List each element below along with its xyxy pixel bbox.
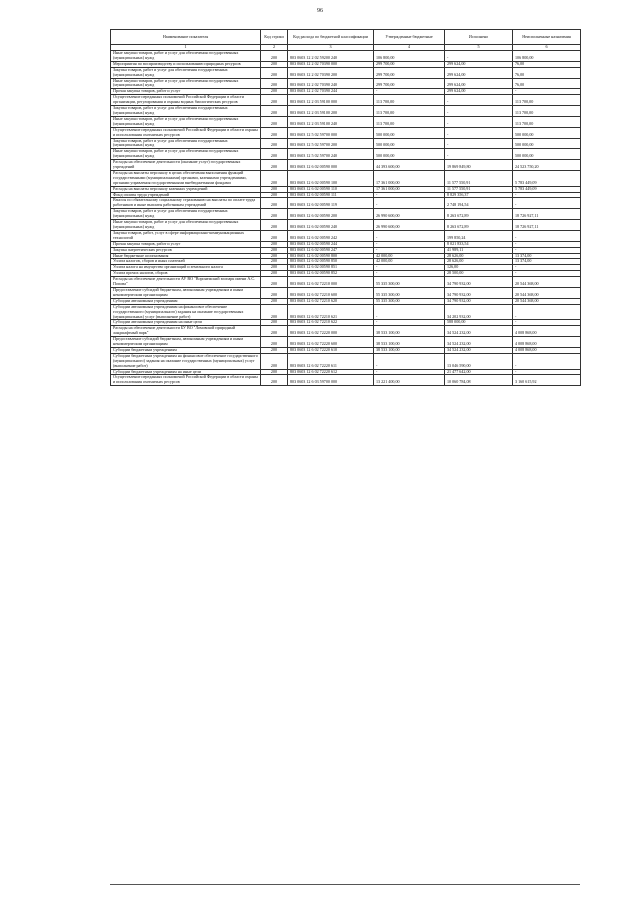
row-budget-code: 803 0603 12 6 02 00590 111 — [288, 192, 374, 198]
row-approved: 44 393 600,00 — [374, 160, 445, 171]
row-name: Расходы на обеспечение деятельности БУ ВО "Ломовской природный ландшафтный парк" — [111, 326, 261, 337]
row-budget-code: 803 0603 12 6 02 00590 800 — [288, 253, 374, 259]
header-executed: Исполнено — [445, 30, 513, 45]
row-remaining: 113 700,00 — [513, 106, 581, 117]
row-budget-code: 803 0603 12 6 03 59700 000 — [288, 375, 374, 386]
row-executed: 28 500,00 — [445, 271, 513, 277]
table-row — [111, 170, 581, 186]
row-name: Расходы на выплаты персоналу казенных учреждений — [111, 186, 261, 192]
column-number: 3 — [288, 45, 374, 51]
row-name: Иные закупки товаров, работ и услуг для обеспечения государственных (муниципальных) нужд — [111, 149, 261, 160]
row-budget-code: 803 0603 12 6 02 72220 611 — [288, 353, 374, 369]
row-line-code: 200 — [261, 170, 288, 186]
row-line-code: 200 — [261, 95, 288, 106]
header-line-code: Код строки — [261, 30, 288, 45]
row-name: Закупка товаров, работ и услуг для обеспечения государственных (муниципальных) нужд — [111, 67, 261, 78]
row-name: Расходы на обеспечение деятельности (оказание услуг) государственных учреждений — [111, 160, 261, 171]
row-remaining: - — [513, 353, 581, 369]
header-name: Наименование показателя — [111, 30, 261, 45]
row-name: Уплата налога на имущество организаций и земельного налога — [111, 265, 261, 271]
row-approved: 55 335 300,00 — [374, 298, 445, 304]
row-approved: - — [374, 271, 445, 277]
row-budget-code: 803 0603 12 6 02 00590 119 — [288, 198, 374, 209]
row-remaining: - — [513, 304, 581, 320]
row-remaining: 4 008 868,00 — [513, 347, 581, 353]
row-line-code: 200 — [261, 209, 288, 220]
row-remaining: - — [513, 265, 581, 271]
row-line-code: 200 — [261, 106, 288, 117]
row-approved: 299 700,00 — [374, 78, 445, 89]
row-remaining: 24 523 750,20 — [513, 160, 581, 171]
row-executed: 13 046 590,00 — [445, 353, 513, 369]
budget-execution-table — [110, 29, 581, 386]
row-executed: 299 624,00 — [445, 78, 513, 89]
row-executed: 8 021 833,54 — [445, 241, 513, 247]
row-name: Расходы на выплаты персоналу в целях обеспечения выполнения функций государственными (муниципальными) органами, казенными учреждениями, органами управления государственными внебюджетными фондами — [111, 170, 261, 186]
row-executed: - — [445, 106, 513, 117]
table-header-row — [111, 30, 581, 45]
row-line-code: 200 — [261, 347, 288, 353]
row-budget-code: 803 0603 12 6 02 00590 852 — [288, 271, 374, 277]
row-budget-code: 803 0603 12 6 02 00590 850 — [288, 259, 374, 265]
row-approved: 17 361 000,00 — [374, 186, 445, 192]
row-executed: 126,00 — [445, 265, 513, 271]
row-executed: - — [445, 149, 513, 160]
row-remaining: 500 000,00 — [513, 127, 581, 138]
row-name: Мероприятия по воспроизводству и использованию природных ресурсов — [111, 61, 261, 67]
row-approved: 500 000,00 — [374, 149, 445, 160]
row-approved: 55 335 300,00 — [374, 277, 445, 288]
row-executed: - — [445, 116, 513, 127]
row-line-code: 200 — [261, 78, 288, 89]
row-executed: 299 624,00 — [445, 89, 513, 95]
row-approved: 42 000,00 — [374, 253, 445, 259]
row-approved: 13 221 400,00 — [374, 375, 445, 386]
row-executed: 41 989,11 — [445, 247, 513, 253]
row-line-code: 200 — [261, 127, 288, 138]
table-row — [111, 220, 581, 231]
row-line-code: 200 — [261, 287, 288, 298]
row-name: Субсидии бюджетным учреждениям на финансовое обеспечение государственного (муниципального) задания на оказание государственных (муниципальных) услуг (выполнение работ) — [111, 353, 261, 369]
row-budget-code: 803 0603 12 6 02 00590 100 — [288, 170, 374, 186]
row-line-code: 200 — [261, 353, 288, 369]
row-remaining: 76,00 — [513, 67, 581, 78]
header-approved: Утвержденные бюджетные — [374, 30, 445, 45]
row-executed: 299 624,00 — [445, 61, 513, 67]
row-executed: 8 829 356,37 — [445, 192, 513, 198]
row-remaining: 20 544 368,00 — [513, 287, 581, 298]
table-row — [111, 116, 581, 127]
row-remaining: 4 008 868,00 — [513, 337, 581, 348]
table-row — [111, 287, 581, 298]
table-row — [111, 138, 581, 149]
header-not-executed: Неисполненные назначения — [513, 30, 581, 45]
page-bottom-rule — [110, 884, 580, 885]
row-remaining: 500 000,00 — [513, 138, 581, 149]
table-row — [111, 326, 581, 337]
row-remaining: - — [513, 241, 581, 247]
row-name: Субсидии автономным учреждениям на финансовое обеспечение государственного (муниципального) задания на оказание государственных (муниципальных) услуг (выполнение работ) — [111, 304, 261, 320]
row-name: Субсидии автономным учреждениям — [111, 298, 261, 304]
row-remaining: - — [513, 271, 581, 277]
row-executed: 199 850,24 — [445, 230, 513, 241]
row-approved: - — [374, 192, 445, 198]
row-line-code: 200 — [261, 277, 288, 288]
row-executed: 28 626,00 — [445, 259, 513, 265]
row-line-code: 200 — [261, 138, 288, 149]
row-budget-code: 803 0603 12 6 02 00590 110 — [288, 186, 374, 192]
row-executed: 11 577 550,91 — [445, 170, 513, 186]
row-name: Уплата прочих налогов, сборов — [111, 271, 261, 277]
row-line-code: 200 — [261, 253, 288, 259]
row-name: Уплата налогов, сборов и иных платежей — [111, 259, 261, 265]
row-line-code: 200 — [261, 326, 288, 337]
row-executed: - — [445, 127, 513, 138]
row-name: Закупка товаров, работ и услуг для обеспечения государственных (муниципальных) нужд — [111, 138, 261, 149]
row-line-code: 200 — [261, 51, 288, 62]
row-name: Предоставление субсидий бюджетным, автономным учреждениям и иным некоммерческим организациям — [111, 287, 261, 298]
row-budget-code: 803 0603 12 2 02 70390 000 — [288, 61, 374, 67]
row-name: Прочая закупка товаров, работ и услуг — [111, 241, 261, 247]
row-remaining: 76,00 — [513, 61, 581, 67]
row-name: Субсидии бюджетным учреждениям на иные цели — [111, 369, 261, 375]
row-remaining: 4 008 868,00 — [513, 326, 581, 337]
row-name: Расходы на обеспечение деятельности АУ ВО "Воронежский зоопарк имени А.С. Попова" — [111, 277, 261, 288]
row-budget-code: 803 0603 12 5 02 59700 000 — [288, 127, 374, 138]
row-line-code: 200 — [261, 192, 288, 198]
row-approved: 113 700,00 — [374, 106, 445, 117]
row-remaining: - — [513, 369, 581, 375]
table-row — [111, 51, 581, 62]
table-row — [111, 149, 581, 160]
row-executed: 28 626,00 — [445, 253, 513, 259]
row-budget-code: 803 0603 12 2 03 59100 200 — [288, 106, 374, 117]
row-name: Осуществление переданных полномочий Российской Федерации в области охраны и использования охотничьих ресурсов — [111, 127, 261, 138]
row-budget-code: 803 0603 12 6 02 72210 000 — [288, 277, 374, 288]
row-approved: - — [374, 198, 445, 209]
row-name: Субсидии автономным учреждениям на иные цели — [111, 320, 261, 326]
column-number: 2 — [261, 45, 288, 51]
row-remaining: 113 700,00 — [513, 95, 581, 106]
row-executed: 34 790 932,00 — [445, 298, 513, 304]
row-budget-code: 803 0603 12 6 02 72220 600 — [288, 337, 374, 348]
row-line-code: 200 — [261, 116, 288, 127]
row-budget-code: 803 0603 12 2 02 70390 244 — [288, 89, 374, 95]
row-budget-code: 803 0603 12 6 02 00590 000 — [288, 160, 374, 171]
row-budget-code: 803 0603 12 6 02 00590 851 — [288, 265, 374, 271]
row-line-code: 200 — [261, 375, 288, 386]
row-budget-code: 803 0603 12 6 02 72220 612 — [288, 369, 374, 375]
row-approved: 106 800,00 — [374, 51, 445, 62]
table-row — [111, 67, 581, 78]
row-executed: - — [445, 95, 513, 106]
row-approved: 38 533 100,00 — [374, 326, 445, 337]
row-approved: - — [374, 89, 445, 95]
page-number: 96 — [317, 8, 323, 14]
row-budget-code: 803 0603 12 2 03 59100 000 — [288, 95, 374, 106]
row-executed: 299 624,00 — [445, 67, 513, 78]
row-executed: 2 748 194,54 — [445, 198, 513, 209]
row-line-code: 200 — [261, 241, 288, 247]
table-row — [111, 160, 581, 171]
row-line-code: 200 — [261, 369, 288, 375]
row-approved: 299 700,00 — [374, 67, 445, 78]
column-number: 4 — [374, 45, 445, 51]
row-budget-code: 803 0603 12 6 02 00590 240 — [288, 220, 374, 231]
row-approved: 38 533 100,00 — [374, 347, 445, 353]
row-line-code: 200 — [261, 198, 288, 209]
row-remaining: 18 726 927,11 — [513, 209, 581, 220]
row-approved: - — [374, 265, 445, 271]
row-remaining: 13 374,00 — [513, 259, 581, 265]
row-line-code: 200 — [261, 265, 288, 271]
row-remaining: 20 544 368,00 — [513, 277, 581, 288]
row-executed: 8 263 672,89 — [445, 220, 513, 231]
row-name: Иные закупки товаров, работ и услуг для обеспечения государственных (муниципальных) нужд — [111, 78, 261, 89]
row-executed: 34 524 232,00 — [445, 326, 513, 337]
row-remaining: 500 000,00 — [513, 149, 581, 160]
row-executed: 34 524 232,00 — [445, 337, 513, 348]
row-line-code: 200 — [261, 320, 288, 326]
row-budget-code: 803 0603 12 6 02 72220 610 — [288, 347, 374, 353]
table-row — [111, 353, 581, 369]
table-row — [111, 337, 581, 348]
row-executed: 34 202 932,00 — [445, 304, 513, 320]
row-approved: - — [374, 320, 445, 326]
row-approved: 26 990 600,00 — [374, 220, 445, 231]
row-budget-code: 803 0603 12 6 02 72210 600 — [288, 287, 374, 298]
row-remaining: 13 374,00 — [513, 253, 581, 259]
row-remaining: - — [513, 230, 581, 241]
row-approved: 299 700,00 — [374, 61, 445, 67]
row-approved: - — [374, 241, 445, 247]
row-line-code: 200 — [261, 259, 288, 265]
row-budget-code: 803 0603 12 2 02 70390 200 — [288, 67, 374, 78]
row-budget-code: 803 0603 12 2 03 59100 240 — [288, 116, 374, 127]
row-line-code: 200 — [261, 186, 288, 192]
row-budget-code: 803 0603 12 2 02 70390 240 — [288, 78, 374, 89]
row-line-code: 200 — [261, 230, 288, 241]
row-approved: 113 700,00 — [374, 116, 445, 127]
row-name: Иные закупки товаров, работ и услуг для обеспечения государственных (муниципальных) нужд — [111, 220, 261, 231]
row-budget-code: 803 0603 12 6 02 72210 621 — [288, 304, 374, 320]
row-approved: 26 990 600,00 — [374, 209, 445, 220]
row-executed: 21 477 642,00 — [445, 369, 513, 375]
row-approved: 17 361 000,00 — [374, 170, 445, 186]
row-executed: 11 577 550,91 — [445, 186, 513, 192]
row-name: Иные закупки товаров, работ и услуг для обеспечения государственных (муниципальных) нужд — [111, 116, 261, 127]
row-name: Фонд оплаты труда учреждений — [111, 192, 261, 198]
table-body — [111, 51, 581, 386]
row-executed: 588 000,00 — [445, 320, 513, 326]
row-remaining: - — [513, 247, 581, 253]
row-budget-code: 803 0603 12 6 02 00590 247 — [288, 247, 374, 253]
table-row — [111, 95, 581, 106]
table-row — [111, 304, 581, 320]
row-approved: 55 335 300,00 — [374, 287, 445, 298]
row-line-code: 200 — [261, 271, 288, 277]
row-line-code: 200 — [261, 160, 288, 171]
row-executed: 19 869 849,80 — [445, 160, 513, 171]
table-row — [111, 106, 581, 117]
row-approved: 113 700,00 — [374, 95, 445, 106]
row-executed: 34 790 932,00 — [445, 287, 513, 298]
row-remaining: 106 800,00 — [513, 51, 581, 62]
row-name: Иные закупки товаров, работ и услуг для обеспечения государственных (муниципальных) нужд — [111, 51, 261, 62]
table-row — [111, 198, 581, 209]
row-budget-code: 803 0603 12 2 02 59200 240 — [288, 51, 374, 62]
row-executed: - — [445, 51, 513, 62]
row-remaining: 18 726 927,11 — [513, 220, 581, 231]
row-budget-code: 803 0603 12 6 02 72210 622 — [288, 320, 374, 326]
row-remaining: - — [513, 89, 581, 95]
row-executed: - — [445, 138, 513, 149]
row-approved: - — [374, 353, 445, 369]
row-budget-code: 803 0603 12 6 02 00590 242 — [288, 230, 374, 241]
row-executed: 8 263 672,89 — [445, 209, 513, 220]
column-number: 1 — [111, 45, 261, 51]
row-budget-code: 803 0603 12 5 02 59700 200 — [288, 138, 374, 149]
table-row — [111, 127, 581, 138]
row-remaining: - — [513, 320, 581, 326]
row-name: Иные бюджетные ассигнования — [111, 253, 261, 259]
row-name: Взносы по обязательному социальному страхованию на выплаты по оплате труда работников и иные выплаты работникам учреждений — [111, 198, 261, 209]
row-name: Закупка товаров, работ и услуг для обеспечения государственных (муниципальных) нужд — [111, 209, 261, 220]
row-executed: 34 524 232,00 — [445, 347, 513, 353]
row-executed: 10 060 784,08 — [445, 375, 513, 386]
row-name: Осуществление переданных полномочий Российской Федерации в области охраны и использования охотничьих ресурсов — [111, 375, 261, 386]
row-remaining: 5 783 449,09 — [513, 186, 581, 192]
row-name: Закупка энергетических ресурсов — [111, 247, 261, 253]
row-budget-code: 803 0603 12 6 02 00590 244 — [288, 241, 374, 247]
row-approved: 38 533 100,00 — [374, 337, 445, 348]
row-remaining: 3 160 615,92 — [513, 375, 581, 386]
row-remaining: 5 783 449,09 — [513, 170, 581, 186]
row-line-code: 200 — [261, 67, 288, 78]
row-executed: 34 790 932,00 — [445, 277, 513, 288]
row-line-code: 200 — [261, 61, 288, 67]
column-number: 5 — [445, 45, 513, 51]
row-name: Осуществление переданных полномочий Российской Федерации в области организации, регулирования и охраны водных биологических ресурсов — [111, 95, 261, 106]
row-line-code: 200 — [261, 337, 288, 348]
row-approved: - — [374, 304, 445, 320]
row-approved: - — [374, 247, 445, 253]
row-approved: 500 000,00 — [374, 127, 445, 138]
row-name: Предоставление субсидий бюджетным, автономным учреждениям и иным некоммерческим организациям — [111, 337, 261, 348]
row-remaining: 76,00 — [513, 78, 581, 89]
row-approved: 42 000,00 — [374, 259, 445, 265]
table-row — [111, 78, 581, 89]
row-budget-code: 803 0603 12 6 02 72210 620 — [288, 298, 374, 304]
row-name: Закупка товаров, работ, услуг в сфере информационно-коммуникационных технологий — [111, 230, 261, 241]
row-name: Закупка товаров, работ и услуг для обеспечения государственных (муниципальных) нужд — [111, 106, 261, 117]
row-remaining: - — [513, 192, 581, 198]
row-budget-code: 803 0603 12 5 02 59700 240 — [288, 149, 374, 160]
row-line-code: 200 — [261, 149, 288, 160]
row-remaining: - — [513, 198, 581, 209]
table-row — [111, 277, 581, 288]
row-line-code: 200 — [261, 247, 288, 253]
column-number: 6 — [513, 45, 581, 51]
row-name: Прочая закупка товаров, работ и услуг — [111, 89, 261, 95]
row-approved: - — [374, 369, 445, 375]
row-remaining: 20 544 368,00 — [513, 298, 581, 304]
table-row — [111, 230, 581, 241]
row-approved: 500 000,00 — [374, 138, 445, 149]
table-row — [111, 209, 581, 220]
row-line-code: 200 — [261, 89, 288, 95]
row-name: Субсидии бюджетным учреждениям — [111, 347, 261, 353]
row-approved: - — [374, 230, 445, 241]
row-budget-code: 803 0603 12 6 02 00590 200 — [288, 209, 374, 220]
header-budget-code: Код расхода по бюджетной классификации — [288, 30, 374, 45]
row-line-code: 200 — [261, 220, 288, 231]
row-remaining: 113 700,00 — [513, 116, 581, 127]
table-row — [111, 375, 581, 386]
row-line-code: 200 — [261, 304, 288, 320]
row-budget-code: 803 0603 12 6 02 72220 000 — [288, 326, 374, 337]
row-line-code: 200 — [261, 298, 288, 304]
